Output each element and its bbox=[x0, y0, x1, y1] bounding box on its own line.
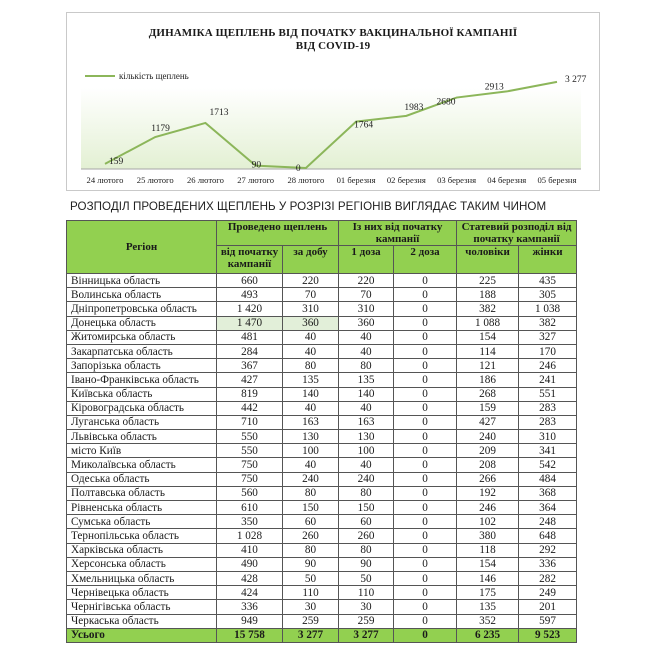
cell-since-start: 610 bbox=[217, 501, 283, 515]
cell-men: 192 bbox=[457, 486, 519, 500]
cell-women: 310 bbox=[519, 430, 577, 444]
cell-women: 597 bbox=[519, 614, 577, 628]
table-heading: РОЗПОДІЛ ПРОВЕДЕНИХ ЩЕПЛЕНЬ У РОЗРІЗІ РЕГІОНІВ ВИГЛЯДАЄ ТАКИМ ЧИНОМ bbox=[70, 200, 547, 213]
cell-dose1: 60 bbox=[339, 515, 394, 529]
cell-men: 135 bbox=[457, 600, 519, 614]
header-dose1: 1 доза bbox=[339, 246, 394, 274]
cell-since-start: 750 bbox=[217, 458, 283, 472]
cell-dose2: 0 bbox=[394, 359, 457, 373]
legend-label: кількість щеплень bbox=[119, 71, 189, 81]
cell-region: Чернігівська область bbox=[67, 600, 217, 614]
cell-women: 283 bbox=[519, 415, 577, 429]
cell-since-start: 350 bbox=[217, 515, 283, 529]
cell-dose1: 40 bbox=[339, 344, 394, 358]
cell-since-start: 427 bbox=[217, 373, 283, 387]
cell-men: 225 bbox=[457, 274, 519, 288]
cell-men: 380 bbox=[457, 529, 519, 543]
regions-table bbox=[66, 220, 577, 643]
cell-dose2: 0 bbox=[394, 458, 457, 472]
table-row bbox=[67, 543, 577, 557]
cell-men: 1 088 bbox=[457, 316, 519, 330]
cell-women: 336 bbox=[519, 557, 577, 571]
cell-men: 240 bbox=[457, 430, 519, 444]
cell-men: 208 bbox=[457, 458, 519, 472]
cell-per-day: 130 bbox=[283, 430, 339, 444]
x-tick-label: 24 лютого bbox=[86, 175, 124, 185]
table-row bbox=[67, 600, 577, 614]
cell-men: 266 bbox=[457, 472, 519, 486]
cell-women: 282 bbox=[519, 571, 577, 585]
cell-since-start: 550 bbox=[217, 430, 283, 444]
cell-dose1: 150 bbox=[339, 501, 394, 515]
cell-dose2: 0 bbox=[394, 373, 457, 387]
table-row bbox=[67, 486, 577, 500]
cell-per-day: 100 bbox=[283, 444, 339, 458]
table-row bbox=[67, 373, 577, 387]
cell-women: 648 bbox=[519, 529, 577, 543]
cell-per-day: 163 bbox=[283, 415, 339, 429]
cell-per-day: 40 bbox=[283, 458, 339, 472]
cell-per-day: 40 bbox=[283, 344, 339, 358]
table-row bbox=[67, 472, 577, 486]
cell-region: Херсонська область bbox=[67, 557, 217, 571]
cell-per-day: 80 bbox=[283, 359, 339, 373]
cell-dose2: 0 bbox=[394, 274, 457, 288]
cell-since-start: 550 bbox=[217, 444, 283, 458]
header-group-gender-text: Статевий розподіл від початку кампанії bbox=[461, 221, 572, 245]
cell-dose1: 259 bbox=[339, 614, 394, 628]
x-tick-label: 28 лютого bbox=[287, 175, 325, 185]
cell-men: 186 bbox=[457, 373, 519, 387]
cell-dose2: 0 bbox=[394, 415, 457, 429]
data-label: 1983 bbox=[404, 102, 424, 113]
header-group-gender bbox=[457, 221, 577, 246]
cell-women: 305 bbox=[519, 288, 577, 302]
table-row bbox=[67, 614, 577, 628]
table-row bbox=[67, 444, 577, 458]
cell-per-day: 310 bbox=[283, 302, 339, 316]
table-row bbox=[67, 415, 577, 429]
cell-since-start: 284 bbox=[217, 344, 283, 358]
x-tick-label: 27 лютого bbox=[237, 175, 275, 185]
table-row-total bbox=[67, 628, 577, 642]
cell-region: Львівська область bbox=[67, 430, 217, 444]
cell-dose2: 0 bbox=[394, 501, 457, 515]
cell-region: Закарпатська область bbox=[67, 344, 217, 358]
total-men: 6 235 bbox=[457, 628, 519, 642]
cell-men: 188 bbox=[457, 288, 519, 302]
data-label: 3 277 bbox=[565, 74, 587, 85]
table-row bbox=[67, 302, 577, 316]
cell-women: 249 bbox=[519, 586, 577, 600]
cell-per-day: 90 bbox=[283, 557, 339, 571]
cell-women: 1 038 bbox=[519, 302, 577, 316]
table-row bbox=[67, 288, 577, 302]
cell-women: 542 bbox=[519, 458, 577, 472]
cell-per-day: 240 bbox=[283, 472, 339, 486]
cell-women: 327 bbox=[519, 330, 577, 344]
cell-since-start: 410 bbox=[217, 543, 283, 557]
cell-dose2: 0 bbox=[394, 288, 457, 302]
cell-since-start: 660 bbox=[217, 274, 283, 288]
cell-dose2: 0 bbox=[394, 472, 457, 486]
cell-per-day: 150 bbox=[283, 501, 339, 515]
cell-region: Тернопільська область bbox=[67, 529, 217, 543]
header-group-doses bbox=[339, 221, 457, 246]
cell-women: 382 bbox=[519, 316, 577, 330]
cell-per-day: 260 bbox=[283, 529, 339, 543]
cell-region: Миколаївська область bbox=[67, 458, 217, 472]
cell-dose1: 110 bbox=[339, 586, 394, 600]
cell-dose1: 140 bbox=[339, 387, 394, 401]
cell-per-day: 110 bbox=[283, 586, 339, 600]
cell-men: 382 bbox=[457, 302, 519, 316]
cell-region: Чернівецька область bbox=[67, 586, 217, 600]
total-dose2: 0 bbox=[394, 628, 457, 642]
cell-dose2: 0 bbox=[394, 515, 457, 529]
cell-region: Рівненська область bbox=[67, 501, 217, 515]
data-label: 1713 bbox=[209, 107, 229, 118]
table-row bbox=[67, 586, 577, 600]
header-group-done: Проведено щеплень bbox=[217, 221, 339, 246]
cell-per-day: 135 bbox=[283, 373, 339, 387]
cell-region: Полтавська область bbox=[67, 486, 217, 500]
cell-dose1: 80 bbox=[339, 486, 394, 500]
cell-region: Хмельницька область bbox=[67, 571, 217, 585]
cell-dose2: 0 bbox=[394, 529, 457, 543]
cell-dose1: 130 bbox=[339, 430, 394, 444]
cell-dose2: 0 bbox=[394, 316, 457, 330]
cell-dose1: 163 bbox=[339, 415, 394, 429]
cell-region: Сумська область bbox=[67, 515, 217, 529]
cell-per-day: 40 bbox=[283, 401, 339, 415]
cell-region: Вінницька область bbox=[67, 274, 217, 288]
cell-men: 146 bbox=[457, 571, 519, 585]
table-row bbox=[67, 501, 577, 515]
x-tick-label: 02 березня bbox=[386, 175, 426, 185]
cell-women: 201 bbox=[519, 600, 577, 614]
cell-men: 175 bbox=[457, 586, 519, 600]
cell-dose1: 80 bbox=[339, 543, 394, 557]
cell-since-start: 442 bbox=[217, 401, 283, 415]
cell-women: 435 bbox=[519, 274, 577, 288]
total-women: 9 523 bbox=[519, 628, 577, 642]
x-tick-label: 05 березня bbox=[537, 175, 577, 185]
total-per-day: 3 277 bbox=[283, 628, 339, 642]
cell-dose2: 0 bbox=[394, 557, 457, 571]
cell-dose1: 30 bbox=[339, 600, 394, 614]
header-dose2: 2 доза bbox=[394, 246, 457, 274]
cell-women: 246 bbox=[519, 359, 577, 373]
table-row bbox=[67, 274, 577, 288]
chart-title-line1: ДИНАМІКА ЩЕПЛЕНЬ ВІД ПОЧАТКУ ВАКЦИНАЛЬНОЇ КАМПАНІЇ bbox=[148, 27, 518, 39]
cell-men: 209 bbox=[457, 444, 519, 458]
table-row bbox=[67, 430, 577, 444]
cell-men: 114 bbox=[457, 344, 519, 358]
cell-dose2: 0 bbox=[394, 444, 457, 458]
cell-since-start: 493 bbox=[217, 288, 283, 302]
cell-per-day: 60 bbox=[283, 515, 339, 529]
cell-dose1: 40 bbox=[339, 458, 394, 472]
cell-men: 427 bbox=[457, 415, 519, 429]
cell-per-day: 80 bbox=[283, 486, 339, 500]
cell-dose2: 0 bbox=[394, 430, 457, 444]
cell-women: 364 bbox=[519, 501, 577, 515]
cell-dose1: 260 bbox=[339, 529, 394, 543]
cell-women: 283 bbox=[519, 401, 577, 415]
cell-region: Житомирська область bbox=[67, 330, 217, 344]
table-row bbox=[67, 316, 577, 330]
total-dose1: 3 277 bbox=[339, 628, 394, 642]
data-label: 2913 bbox=[484, 82, 504, 93]
header-since-start: від початку кампанії bbox=[217, 246, 283, 274]
cell-region: Дніпропетровська область bbox=[67, 302, 217, 316]
table-row bbox=[67, 387, 577, 401]
chart-title-line2: ВІД COVID-19 bbox=[295, 40, 371, 52]
cell-dose1: 100 bbox=[339, 444, 394, 458]
table-row bbox=[67, 344, 577, 358]
header-group-doses-text: Із них від початку кампанії bbox=[352, 221, 443, 245]
data-label: 2680 bbox=[436, 97, 456, 108]
data-label: 0 bbox=[295, 164, 301, 174]
x-tick-label: 25 лютого bbox=[136, 175, 174, 185]
cell-women: 484 bbox=[519, 472, 577, 486]
data-label: 159 bbox=[109, 156, 124, 167]
cell-since-start: 428 bbox=[217, 571, 283, 585]
table-row bbox=[67, 557, 577, 571]
cell-per-day: 50 bbox=[283, 571, 339, 585]
cell-since-start: 424 bbox=[217, 586, 283, 600]
cell-region: Одеська область bbox=[67, 472, 217, 486]
cell-women: 248 bbox=[519, 515, 577, 529]
cell-per-day: 220 bbox=[283, 274, 339, 288]
cell-dose2: 0 bbox=[394, 302, 457, 316]
cell-per-day: 360 bbox=[283, 316, 339, 330]
cell-women: 341 bbox=[519, 444, 577, 458]
cell-since-start: 1 420 bbox=[217, 302, 283, 316]
cell-dose1: 50 bbox=[339, 571, 394, 585]
cell-region: Київська область bbox=[67, 387, 217, 401]
cell-since-start: 750 bbox=[217, 472, 283, 486]
table-row bbox=[67, 458, 577, 472]
table-row bbox=[67, 401, 577, 415]
cell-since-start: 336 bbox=[217, 600, 283, 614]
cell-region: Кіровоградська область bbox=[67, 401, 217, 415]
cell-men: 102 bbox=[457, 515, 519, 529]
cell-region: місто Київ bbox=[67, 444, 217, 458]
cell-dose1: 40 bbox=[339, 330, 394, 344]
cell-dose1: 135 bbox=[339, 373, 394, 387]
x-tick-label: 01 березня bbox=[336, 175, 376, 185]
total-since-start: 15 758 bbox=[217, 628, 283, 642]
cell-dose2: 0 bbox=[394, 600, 457, 614]
cell-region: Харківська область bbox=[67, 543, 217, 557]
cell-men: 154 bbox=[457, 330, 519, 344]
header-per-day: за добу bbox=[283, 246, 339, 274]
cell-dose1: 40 bbox=[339, 401, 394, 415]
cell-region: Івано-Франківська область bbox=[67, 373, 217, 387]
cell-men: 121 bbox=[457, 359, 519, 373]
cell-women: 292 bbox=[519, 543, 577, 557]
cell-dose2: 0 bbox=[394, 543, 457, 557]
cell-region: Донецька область bbox=[67, 316, 217, 330]
line-chart-plot bbox=[67, 13, 599, 190]
cell-dose1: 80 bbox=[339, 359, 394, 373]
cell-dose1: 360 bbox=[339, 316, 394, 330]
cell-per-day: 40 bbox=[283, 330, 339, 344]
header-men: чоловіки bbox=[457, 246, 519, 274]
cell-since-start: 481 bbox=[217, 330, 283, 344]
cell-dose1: 90 bbox=[339, 557, 394, 571]
x-tick-label: 26 лютого bbox=[186, 175, 224, 185]
cell-dose2: 0 bbox=[394, 387, 457, 401]
cell-since-start: 710 bbox=[217, 415, 283, 429]
table-row bbox=[67, 359, 577, 373]
cell-men: 268 bbox=[457, 387, 519, 401]
x-tick-label: 04 березня bbox=[487, 175, 527, 185]
cell-region: Черкаська область bbox=[67, 614, 217, 628]
cell-dose2: 0 bbox=[394, 614, 457, 628]
cell-since-start: 560 bbox=[217, 486, 283, 500]
table-row bbox=[67, 330, 577, 344]
cell-dose2: 0 bbox=[394, 571, 457, 585]
table-row bbox=[67, 529, 577, 543]
cell-dose2: 0 bbox=[394, 330, 457, 344]
cell-dose1: 240 bbox=[339, 472, 394, 486]
cell-men: 154 bbox=[457, 557, 519, 571]
cell-men: 246 bbox=[457, 501, 519, 515]
data-label: 1179 bbox=[151, 124, 170, 135]
cell-dose1: 220 bbox=[339, 274, 394, 288]
header-women: жінки bbox=[519, 246, 577, 274]
cell-per-day: 259 bbox=[283, 614, 339, 628]
cell-since-start: 949 bbox=[217, 614, 283, 628]
cell-per-day: 30 bbox=[283, 600, 339, 614]
cell-men: 118 bbox=[457, 543, 519, 557]
cell-women: 551 bbox=[519, 387, 577, 401]
cell-men: 352 bbox=[457, 614, 519, 628]
cell-since-start: 490 bbox=[217, 557, 283, 571]
total-label: Усього bbox=[67, 628, 217, 642]
table-row bbox=[67, 571, 577, 585]
cell-per-day: 140 bbox=[283, 387, 339, 401]
data-label: 1764 bbox=[354, 120, 374, 131]
cell-per-day: 80 bbox=[283, 543, 339, 557]
cell-dose1: 310 bbox=[339, 302, 394, 316]
x-tick-label: 03 березня bbox=[437, 175, 477, 185]
cell-since-start: 1 028 bbox=[217, 529, 283, 543]
cell-region: Волинська область bbox=[67, 288, 217, 302]
header-region: Регіон bbox=[67, 221, 217, 274]
cell-dose1: 70 bbox=[339, 288, 394, 302]
cell-per-day: 70 bbox=[283, 288, 339, 302]
cell-dose2: 0 bbox=[394, 586, 457, 600]
vaccination-chart bbox=[66, 12, 600, 191]
table-row bbox=[67, 515, 577, 529]
cell-women: 368 bbox=[519, 486, 577, 500]
cell-since-start: 1 470 bbox=[217, 316, 283, 330]
cell-dose2: 0 bbox=[394, 344, 457, 358]
cell-dose2: 0 bbox=[394, 401, 457, 415]
cell-women: 241 bbox=[519, 373, 577, 387]
cell-since-start: 819 bbox=[217, 387, 283, 401]
cell-since-start: 367 bbox=[217, 359, 283, 373]
cell-region: Луганська область bbox=[67, 415, 217, 429]
data-label: 90 bbox=[251, 160, 262, 171]
cell-region: Запорізька область bbox=[67, 359, 217, 373]
cell-women: 170 bbox=[519, 344, 577, 358]
cell-dose2: 0 bbox=[394, 486, 457, 500]
cell-men: 159 bbox=[457, 401, 519, 415]
